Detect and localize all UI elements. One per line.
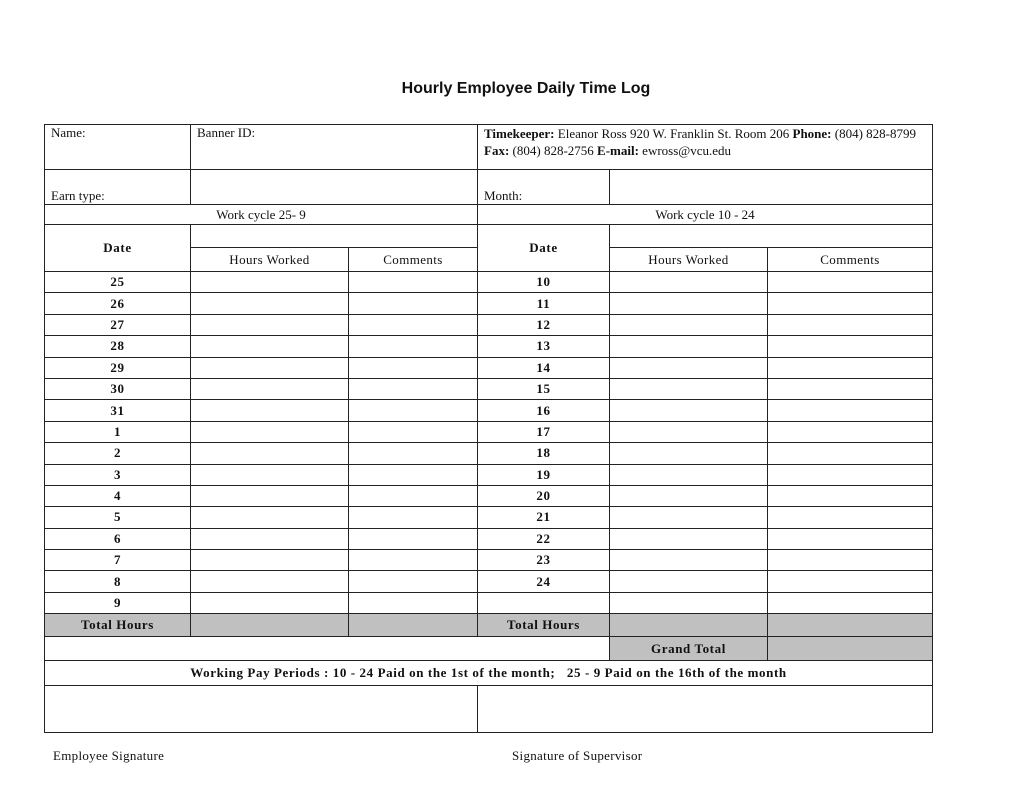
page-title: Hourly Employee Daily Time Log [401,80,651,97]
cycle-1-hours-cell[interactable] [191,378,349,399]
month-field[interactable] [610,170,933,205]
cycle-2-hours-header: Hours Worked [610,248,768,272]
grand-total-cell[interactable] [768,637,933,661]
cycle-2-comments-cell[interactable] [768,336,933,357]
cycle-1-comments-cell[interactable] [349,550,478,571]
cycle-2-total-hours-cell[interactable] [610,614,768,637]
cycle-2-comments-cell[interactable] [768,592,933,613]
cycle-1-date-cell: 2 [45,443,191,464]
cycle-1-hours-cell[interactable] [191,485,349,506]
cycle-2-hours-cell[interactable] [610,378,768,399]
cycle-1-date-cell: 25 [45,272,191,293]
cycle-2-comments-cell[interactable] [768,571,933,592]
cycle-1-hours-cell[interactable] [191,571,349,592]
banner-id-label: Banner ID: [197,125,256,140]
cycle-1-comments-cell[interactable] [349,357,478,378]
table-row [45,592,933,613]
cycle-1-date-cell: 30 [45,378,191,399]
cycle-2-hours-cell[interactable] [610,421,768,442]
earn-type-label-cell [45,170,191,205]
cycle-1-comments-cell[interactable] [349,443,478,464]
supervisor-signature-box[interactable] [478,686,933,733]
cycle-1-total-comments-cell [349,614,478,637]
cycle-1-date-header: Date [45,225,191,272]
cycle-2-comments-cell[interactable] [768,314,933,335]
cycle-2-hours-cell[interactable] [610,550,768,571]
grand-total-row [45,637,933,661]
cycle-1-comments-cell[interactable] [349,336,478,357]
cycle-2-hours-cell[interactable] [610,314,768,335]
cycle-1-date-cell: 4 [45,485,191,506]
cycle-1-comments-cell[interactable] [349,507,478,528]
cycle-2-date-cell: 19 [478,464,610,485]
pay-periods-note: Working Pay Periods : 10 - 24 Paid on the 1st of the month; 25 - 9 Paid on the 16th of the month [45,661,933,686]
work-cycle-1-label: Work cycle 25- 9 [45,205,478,225]
cycle-2-comments-cell[interactable] [768,550,933,571]
cycle-1-hours-cell[interactable] [191,400,349,421]
cycle-2-hours-cell[interactable] [610,592,768,613]
cycle-1-hours-cell[interactable] [191,336,349,357]
cycle-1-hours-cell[interactable] [191,550,349,571]
cycle-1-comments-cell[interactable] [349,464,478,485]
cycle-2-hours-cell[interactable] [610,464,768,485]
table-row [45,464,933,485]
cycle-2-comments-cell[interactable] [768,400,933,421]
supervisor-signature-label: Signature of Supervisor [512,748,643,763]
cycle-1-date-cell: 27 [45,314,191,335]
table-row [45,550,933,571]
cycle-1-date-cell: 7 [45,550,191,571]
table-row [45,443,933,464]
cycle-1-date-cell: 28 [45,336,191,357]
earn-type-field[interactable] [191,170,478,205]
cycle-1-comments-cell[interactable] [349,485,478,506]
cycle-2-date-cell: 15 [478,378,610,399]
email-label: E-mail: [597,143,639,158]
cycle-1-hours-cell[interactable] [191,272,349,293]
table-row [45,400,933,421]
cycle-2-date-cell [478,592,610,613]
date-header-row [45,225,933,248]
cycle-1-hours-cell[interactable] [191,357,349,378]
phone-label: Phone: [792,126,832,141]
cycle-2-date-cell: 16 [478,400,610,421]
cycle-2-comments-header: Comments [768,248,933,272]
cycle-1-comments-cell[interactable] [349,400,478,421]
grand-total-spacer [45,637,610,661]
cycle-1-comments-cell[interactable] [349,592,478,613]
cycle-1-date-cell: 31 [45,400,191,421]
cycle-1-date-cell: 3 [45,464,191,485]
cycle-2-hours-cell[interactable] [610,571,768,592]
timekeeper-info [478,125,933,170]
cycle-2-comments-cell[interactable] [768,528,933,549]
cycle-1-date-cell: 29 [45,357,191,378]
cycle-2-header-spacer [610,225,933,248]
cycle-2-total-comments-cell [768,614,933,637]
work-cycle-2-label: Work cycle 10 - 24 [478,205,933,225]
cycle-1-hours-cell[interactable] [191,421,349,442]
total-hours-row [45,614,933,637]
cycle-2-date-cell: 13 [478,336,610,357]
name-field[interactable] [45,125,191,170]
cycle-1-hours-cell[interactable] [191,443,349,464]
phone-value: (804) 828-8799 [834,126,917,141]
banner-id-field[interactable] [191,125,478,170]
cycle-1-hours-cell[interactable] [191,314,349,335]
cycle-1-date-cell: 8 [45,571,191,592]
cycle-2-comments-cell[interactable] [768,378,933,399]
pay-periods-row [45,661,933,686]
timekeeper-label: Timekeeper: [484,126,555,141]
cycle-2-date-cell: 12 [478,314,610,335]
cycle-1-comments-cell[interactable] [349,378,478,399]
earn-type-label: Earn type: [51,188,105,203]
table-row [45,314,933,335]
cycle-2-date-cell: 24 [478,571,610,592]
timekeeper-value: Eleanor Ross 920 W. Franklin St. Room 206 [557,126,790,141]
cycle-2-date-cell: 11 [478,293,610,314]
cycle-2-date-cell: 14 [478,357,610,378]
cycle-2-date-cell: 21 [478,507,610,528]
cycle-2-comments-cell[interactable] [768,464,933,485]
cycle-2-total-label: Total Hours [478,614,610,637]
cycle-1-total-hours-cell[interactable] [191,614,349,637]
cycle-2-hours-cell[interactable] [610,357,768,378]
cycle-1-date-cell: 1 [45,421,191,442]
cycle-1-date-cell: 9 [45,592,191,613]
table-row [45,293,933,314]
signature-row [45,686,933,733]
cycle-1-header-spacer [191,225,478,248]
table-row [45,357,933,378]
cycle-2-comments-cell[interactable] [768,443,933,464]
cycle-1-hours-cell[interactable] [191,507,349,528]
earn-type-row [45,170,933,205]
cycle-2-hours-cell[interactable] [610,336,768,357]
cycle-1-hours-header: Hours Worked [191,248,349,272]
work-cycle-row [45,205,933,225]
cycle-2-hours-cell[interactable] [610,400,768,421]
table-row [45,528,933,549]
cycle-2-date-cell: 22 [478,528,610,549]
cycle-1-date-cell: 6 [45,528,191,549]
fax-value: (804) 828-2756 [512,143,594,158]
cycle-1-date-cell: 5 [45,507,191,528]
cycle-2-hours-cell[interactable] [610,507,768,528]
cycle-1-date-cell: 26 [45,293,191,314]
table-row [45,378,933,399]
cycle-2-comments-cell[interactable] [768,507,933,528]
time-log-table [44,124,933,733]
employee-signature-label: Employee Signature [53,748,165,763]
cycle-2-comments-cell[interactable] [768,272,933,293]
table-row [45,485,933,506]
cycle-2-comments-cell[interactable] [768,357,933,378]
cycle-1-comments-cell[interactable] [349,293,478,314]
cycle-1-total-label: Total Hours [45,614,191,637]
month-label: Month: [484,188,523,203]
table-row [45,272,933,293]
cycle-1-comments-cell[interactable] [349,272,478,293]
table-row [45,571,933,592]
cycle-2-date-header: Date [478,225,610,272]
employee-info-row [45,125,933,170]
cycle-2-hours-cell[interactable] [610,443,768,464]
cycle-1-comments-cell[interactable] [349,571,478,592]
cycle-2-comments-cell[interactable] [768,293,933,314]
fax-label: Fax: [484,143,510,158]
cycle-2-hours-cell[interactable] [610,528,768,549]
cycle-2-comments-cell[interactable] [768,421,933,442]
cycle-2-comments-cell[interactable] [768,485,933,506]
cycle-1-comments-cell[interactable] [349,528,478,549]
grand-total-label: Grand Total [610,637,768,661]
cycle-1-hours-cell[interactable] [191,528,349,549]
cycle-2-date-cell: 23 [478,550,610,571]
cycle-1-comments-cell[interactable] [349,314,478,335]
name-label: Name: [51,125,86,140]
cycle-1-hours-cell[interactable] [191,464,349,485]
cycle-2-hours-cell[interactable] [610,485,768,506]
cycle-2-date-cell: 17 [478,421,610,442]
cycle-1-hours-cell[interactable] [191,293,349,314]
table-row [45,421,933,442]
cycle-1-hours-cell[interactable] [191,592,349,613]
daily-entries [45,272,933,614]
cycle-2-date-cell: 10 [478,272,610,293]
cycle-1-comments-cell[interactable] [349,421,478,442]
table-row [45,336,933,357]
employee-signature-box[interactable] [45,686,478,733]
cycle-2-date-cell: 20 [478,485,610,506]
cycle-2-hours-cell[interactable] [610,293,768,314]
email-value: ewross@vcu.edu [642,143,732,158]
cycle-2-hours-cell[interactable] [610,272,768,293]
table-row [45,507,933,528]
month-label-cell [478,170,610,205]
cycle-1-comments-header: Comments [349,248,478,272]
cycle-2-date-cell: 18 [478,443,610,464]
